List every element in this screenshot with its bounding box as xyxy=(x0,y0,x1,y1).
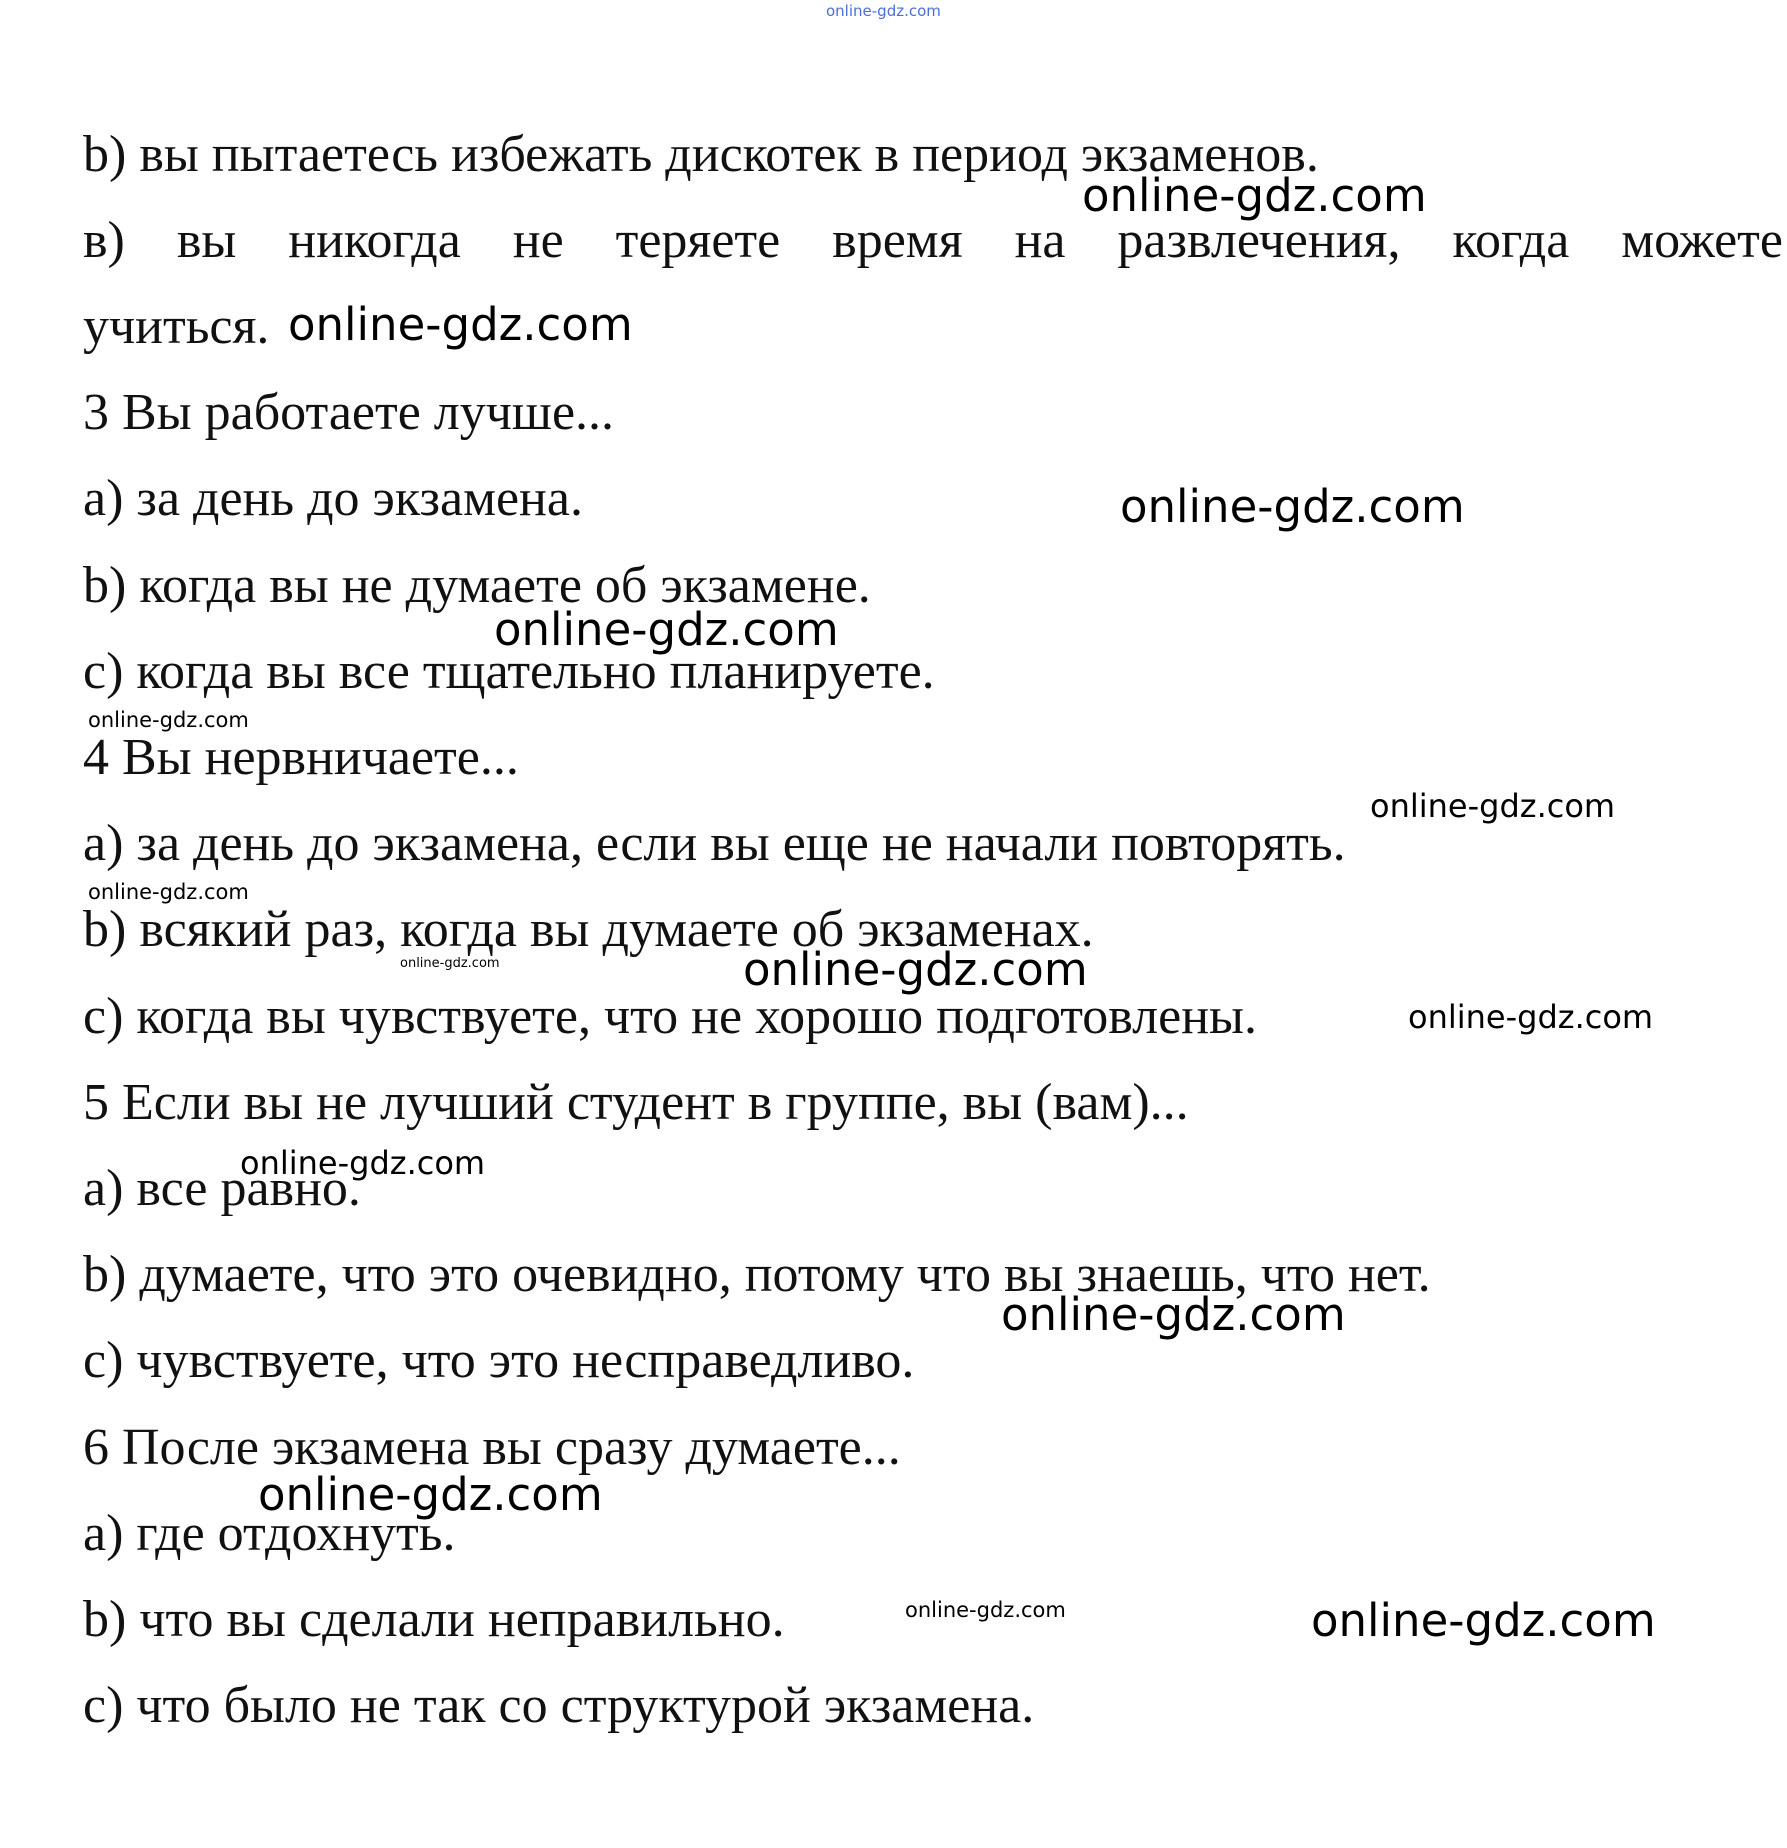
watermark: online-gdz.com xyxy=(1311,1594,1656,1647)
answer-5a: a) все равно. xyxy=(83,1160,361,1217)
question-6: 6 После экзамена вы сразу думаете... xyxy=(83,1419,901,1476)
watermark: online-gdz.com xyxy=(240,1144,486,1182)
word: никогда xyxy=(288,212,461,269)
question-4: 4 Вы нервничаете... xyxy=(83,729,519,786)
word: в) xyxy=(83,212,125,269)
watermark: online-gdz.com xyxy=(1082,169,1427,222)
answer-6a: a) где отдохнуть. xyxy=(83,1505,456,1562)
question-3: 3 Вы работаете лучше... xyxy=(83,384,615,441)
word: развлечения, xyxy=(1117,212,1401,269)
watermark: online-gdz.com xyxy=(1001,1288,1346,1341)
answer-4a: a) за день до экзамена, если вы еще не начали повторять. xyxy=(83,815,1346,872)
answer-6b: b) что вы сделали неправильно. xyxy=(83,1591,785,1648)
text-line-1: b) вы пытаетесь избежать дискотек в период экзаменов. xyxy=(83,126,1319,183)
watermark: online-gdz.com xyxy=(258,1468,603,1521)
watermark: online-gdz.com xyxy=(1120,480,1465,533)
watermark: online-gdz.com xyxy=(1370,787,1616,825)
answer-5b: b) думаете, что это очевидно, потому что вы знаешь, что нет. xyxy=(83,1246,1431,1303)
answer-3c: c) когда вы все тщательно планируете. xyxy=(83,643,935,700)
watermark: online-gdz.com xyxy=(288,298,633,351)
answer-3b: b) когда вы не думаете об экзамене. xyxy=(83,557,871,614)
word: теряете xyxy=(615,212,781,269)
header-watermark: online-gdz.com xyxy=(826,2,941,20)
question-5: 5 Если вы не лучший студент в группе, вы (вам)... xyxy=(83,1074,1189,1131)
answer-5c: c) чувствуете, что это несправедливо. xyxy=(83,1332,915,1389)
watermark: online-gdz.com xyxy=(1408,998,1654,1036)
word: вы xyxy=(176,212,237,269)
watermark: online-gdz.com xyxy=(88,708,249,732)
text-line-2 xyxy=(83,211,1783,271)
word: не xyxy=(512,212,564,269)
word: на xyxy=(1014,212,1066,269)
answer-4b: b) всякий раз, когда вы думаете об экзаменах. xyxy=(83,901,1094,958)
watermark: online-gdz.com xyxy=(905,1598,1066,1622)
text-line-3: учиться. xyxy=(83,298,270,355)
watermark: online-gdz.com xyxy=(494,603,839,656)
watermark: online-gdz.com xyxy=(743,943,1088,996)
watermark: online-gdz.com xyxy=(88,880,249,904)
word: время xyxy=(832,212,963,269)
word: когда xyxy=(1452,212,1570,269)
answer-6c: c) что было не так со структурой экзамена. xyxy=(83,1677,1035,1734)
word: можете xyxy=(1621,212,1783,269)
answer-4c: c) когда вы чувствуете, что не хорошо подготовлены. xyxy=(83,988,1257,1045)
answer-3a: a) за день до экзамена. xyxy=(83,470,583,527)
watermark: online-gdz.com xyxy=(400,956,500,971)
